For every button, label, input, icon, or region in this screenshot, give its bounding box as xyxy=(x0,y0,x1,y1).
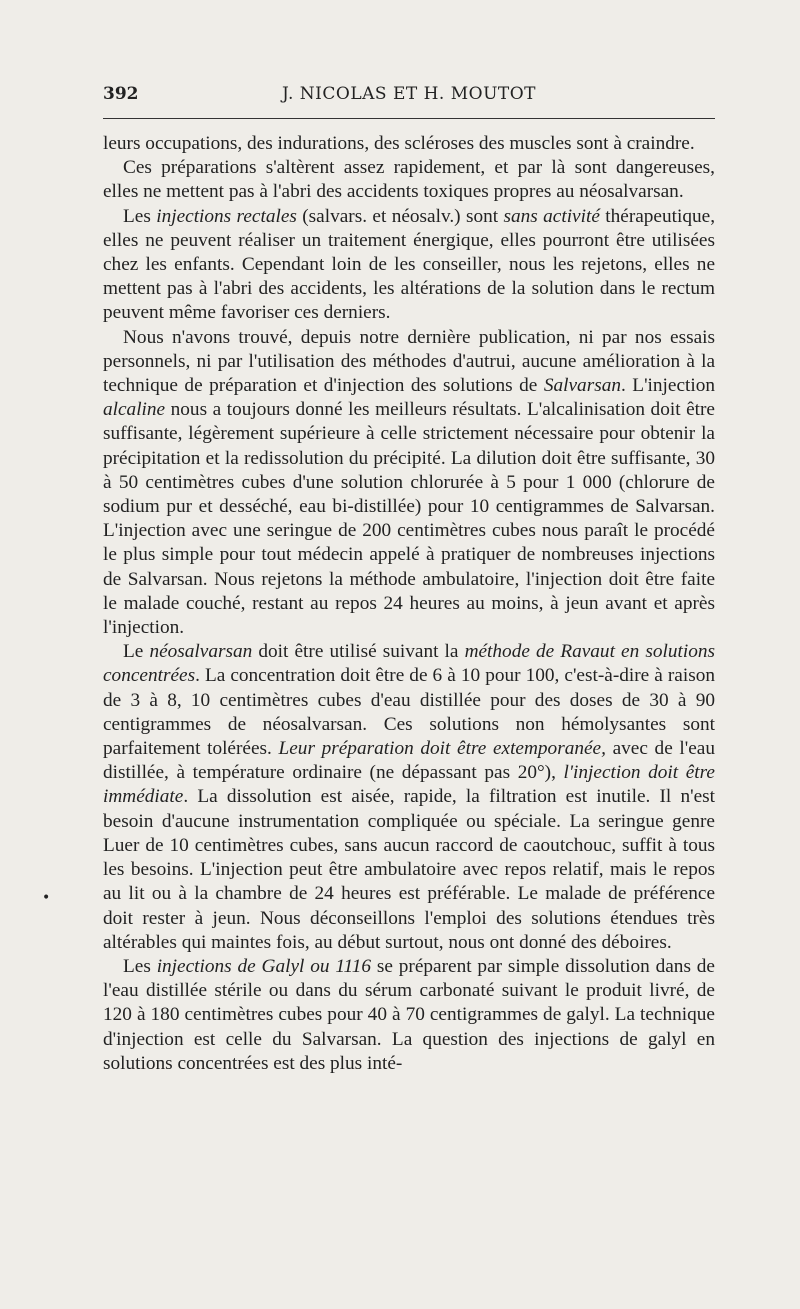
italic-text: néosalvarsan xyxy=(149,641,253,663)
italic-text: sans activité xyxy=(503,205,600,227)
text-run: . La dissolution est aisée, rapide, la filtration est inutile. Il n'est besoin d'aucune instrumentation compliquée ou spéciale. La seringue genre Luer de 10 centimètres cubes, sans aucun raccord de caoutchouc, suffit à tous les besoins. L'injection peut être ambulatoire avec repos relatif, mais le repos au lit ou à la chambre de 24 heures est préférable. Le malade de préférence doit rester à jeun. Nous déconseillons l'emploi des solutions étendues très altérables qui maintes fois, au début surtout, nous ont donné des déboires. xyxy=(103,786,715,953)
text-run: (salvars. et néosalv.) sont xyxy=(296,205,504,227)
italic-text: injections rectales xyxy=(156,205,297,227)
italic-text: l'injection doit être immédiate xyxy=(103,762,715,808)
page-number: 392 xyxy=(103,84,139,104)
text-run: avec de l'eau distillée, à température ordinaire (ne dépassant pas 20°), xyxy=(103,738,715,784)
text-run: se préparent par simple dissolution dans de l'eau distillée stérile ou dans du sérum carbonaté suivant le produit livré, de 120 à 180 centimètres cubes pour 40 à 70 centigrammes de galyl. La technique d'injection est celle du Salvarsan. La question des injections de galyl en solutions concentrées est des plus inté- xyxy=(103,955,715,1074)
text-run: Nous n'avons trouvé, depuis notre dernière publication, ni par nos essais personnels, ni par l'utilisation des méthodes d'autrui, aucune amélioration à la technique de préparation et d'injection des solutions de xyxy=(103,326,715,397)
header-rule xyxy=(103,118,715,119)
paragraph xyxy=(103,640,715,955)
text-run: thérapeutique, elles ne peuvent réaliser un traitement énergique, elles pourront être utilisées chez les enfants. Cependant loin de les conseiller, nous les rejetons, elles ne mettent pas à l'abri des accidents, les altérations de la solution dans le rectum peuvent même favoriser ces derniers. xyxy=(103,205,716,324)
margin-mark: • xyxy=(42,890,51,906)
paragraph xyxy=(103,205,715,326)
body-text xyxy=(103,132,715,1076)
italic-text: méthode de Ravaut en solutions concentrées xyxy=(103,641,715,687)
text-run: doit être utilisé suivant la xyxy=(252,641,465,663)
text-run: Les xyxy=(123,955,157,977)
italic-text: Leur préparation doit être extemporanée, xyxy=(278,738,606,760)
text-run: . L'injection xyxy=(620,375,716,397)
text-run: Ces préparations s'altèrent assez rapidement, et par là sont dangereuses, elles ne mettent pas à l'abri des accidents toxiques propres au néosalvarsan. xyxy=(103,157,715,203)
paragraph xyxy=(103,132,715,156)
italic-text: alcaline xyxy=(103,399,166,421)
paragraph xyxy=(103,955,715,1076)
text-run: Les xyxy=(123,205,157,227)
page-header xyxy=(103,84,715,110)
paragraph xyxy=(103,156,715,204)
paragraph xyxy=(103,326,715,641)
italic-text: injections de Galyl ou 1116 xyxy=(156,955,372,977)
running-head: J. NICOLAS ET H. MOUTOT xyxy=(281,84,537,104)
text-run: Le xyxy=(123,641,150,663)
text-run: leurs occupations, des indurations, des scléroses des muscles sont à craindre. xyxy=(103,133,695,154)
text-run: nous a toujours donné les meilleurs résultats. L'alcalinisation doit être suffisante, légèrement supérieure à celle strictement nécessaire pour obtenir la précipitation et la redissolution du précipité. La dilution doit être suffisante, 30 à 50 centimètres cubes d'une solution chlorurée à 5 pour 1 000 (chlorure de sodium pur et desséché, eau bi-distillée) pour 10 centigrammes de Salvarsan. L'injection avec une seringue de 200 centimètres cubes nous paraît le procédé le plus simple pour tout médecin appelé à pratiquer de nombreuses injections de Salvarsan. Nous rejetons la méthode ambulatoire, l'injection doit être faite le malade couché, restant au repos 24 heures au moins, à jeun avant et après l'injection. xyxy=(103,399,715,639)
italic-text: Salvarsan xyxy=(543,375,621,397)
text-run: . La concentration doit être de 6 à 10 pour 100, c'est-à-dire à raison de 3 à 8, 10 centimètres cubes d'eau distillée pour des doses de 30 à 90 centigrammes de néosalvarsan. Ces solutions non hémolysantes sont parfaitement tolérées. xyxy=(103,665,715,760)
